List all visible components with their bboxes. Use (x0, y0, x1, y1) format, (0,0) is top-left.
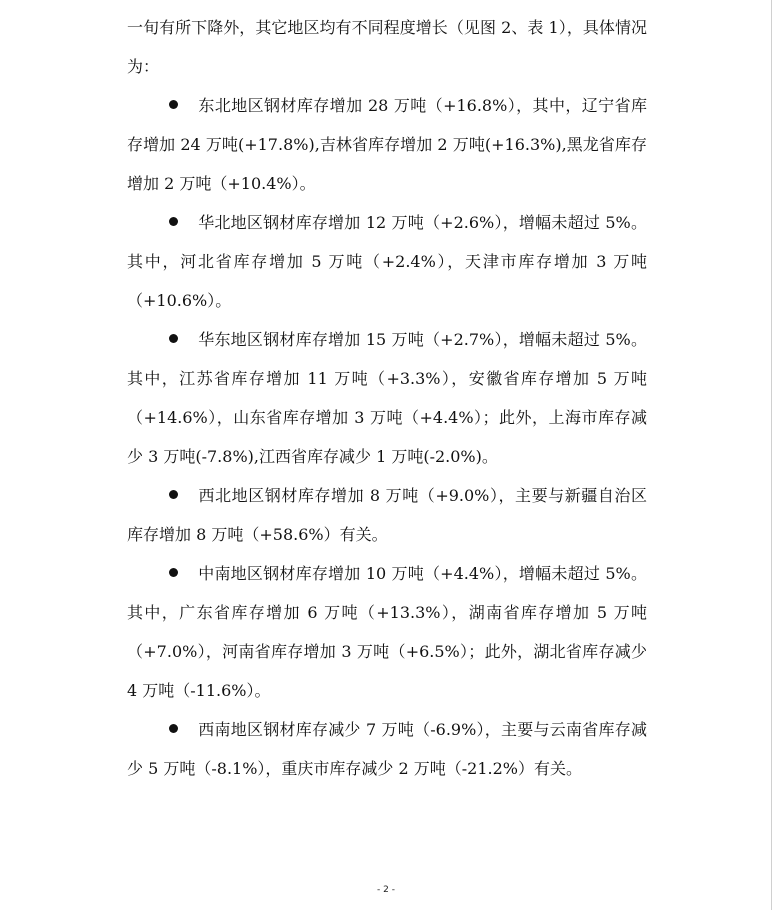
document-body (127, 8, 647, 788)
section-text: 西南地区钢材库存减少 7 万吨（-6.9%），主要与云南省库存减少 5 万吨（-8.1%），重庆市库存减少 2 万吨（-21.2%）有关。 (127, 720, 647, 778)
section-text: 华东地区钢材库存增加 15 万吨（+2.7%），增幅未超过 5%。其中，江苏省库存增加 11 万吨（+3.3%），安徽省库存增加 5 万吨（+14.6%），山东省库存增加 3 万吨（+4.4%）；此外，上海市库存减少 3 万吨(-7.8%),江西省库存减少 1 万吨(-2.0%)。 (127, 330, 647, 466)
section-text: 西北地区钢材库存增加 8 万吨（+9.0%），主要与新疆自治区库存增加 8 万吨（+58.6%）有关。 (127, 486, 647, 544)
bullet-icon (169, 724, 178, 733)
section-north (127, 203, 647, 320)
bullet-icon (169, 568, 178, 577)
section-text: 东北地区钢材库存增加 28 万吨（+16.8%），其中，辽宁省库存增加 24 万吨(+17.8%),吉林省库存增加 2 万吨(+16.3%),黑龙省库存增加 2 万吨（+10.4%）。 (127, 96, 647, 193)
bullet-icon (169, 334, 178, 343)
section-central-south (127, 554, 647, 710)
section-southwest (127, 710, 647, 788)
section-text: 华北地区钢材库存增加 12 万吨（+2.6%），增幅未超过 5%。其中，河北省库存增加 5 万吨（+2.4%），天津市库存增加 3 万吨（+10.6%）。 (127, 213, 647, 310)
bullet-icon (169, 490, 178, 499)
bullet-icon (169, 217, 178, 226)
bullet-icon (169, 100, 178, 109)
section-northeast (127, 86, 647, 203)
intro-paragraph: 一旬有所下降外，其它地区均有不同程度增长（见图 2、表 1），具体情况为： (127, 18, 647, 76)
page-number: - 2 - (377, 885, 395, 895)
section-text: 中南地区钢材库存增加 10 万吨（+4.4%），增幅未超过 5%。其中，广东省库存增加 6 万吨（+13.3%），湖南省库存增加 5 万吨（+7.0%），河南省库存增加 3 万吨（+6.5%）；此外，湖北省库存减少 4 万吨（-11.6%）。 (127, 564, 647, 700)
section-northwest (127, 476, 647, 554)
section-east (127, 320, 647, 476)
